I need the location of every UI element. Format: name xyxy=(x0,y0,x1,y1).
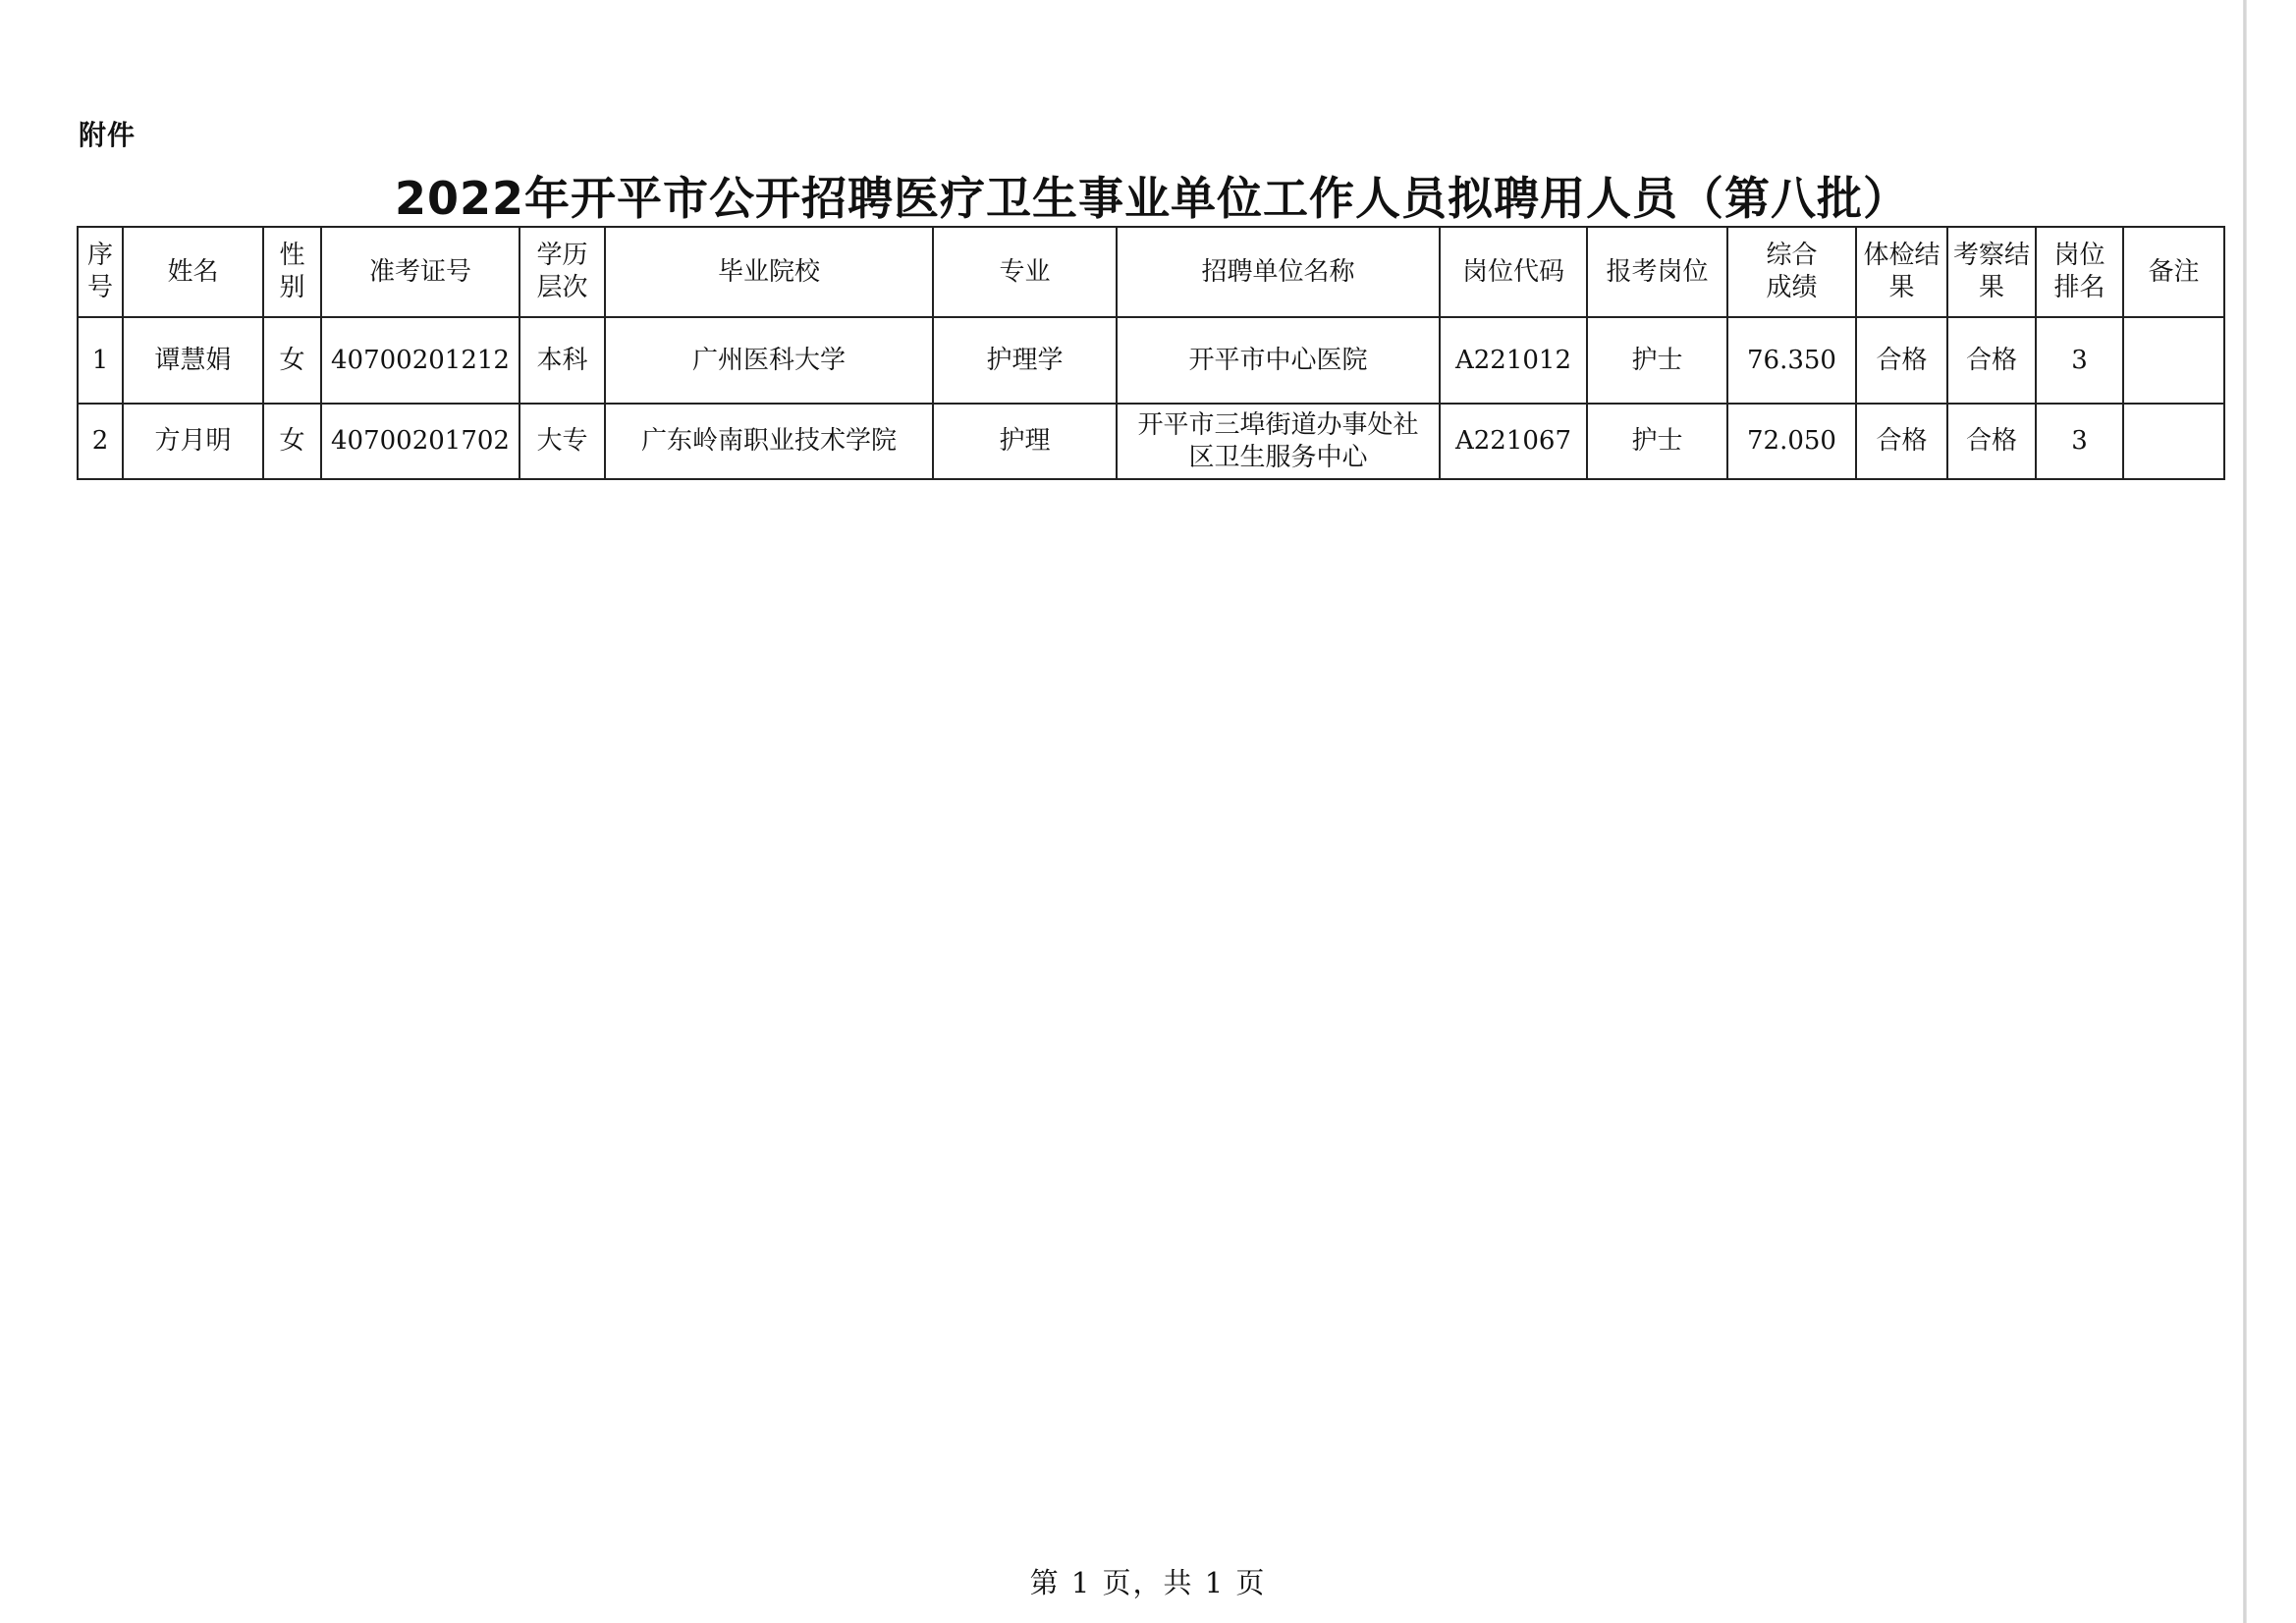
cell-major: 护理 xyxy=(933,404,1117,479)
header-physical-line1: 体检结 xyxy=(1863,241,1941,270)
header-post: 报考岗位 xyxy=(1587,227,1727,317)
header-education-line2: 层次 xyxy=(536,273,588,302)
cell-education: 本科 xyxy=(519,317,605,404)
header-gender-line2: 别 xyxy=(279,273,305,302)
table-row xyxy=(78,317,2224,404)
header-post-code: 岗位代码 xyxy=(1440,227,1587,317)
cell-unit-line1: 开平市三埠街道办事处社 xyxy=(1137,409,1419,440)
cell-rank: 3 xyxy=(2036,317,2123,404)
header-score-line2: 成绩 xyxy=(1766,273,1818,302)
header-physical-line2: 果 xyxy=(1888,273,1915,302)
cell-unit xyxy=(1117,404,1440,479)
cell-physical: 合格 xyxy=(1856,317,1947,404)
header-gender-line1: 性 xyxy=(279,241,305,270)
header-inspection-line1: 考察结 xyxy=(1952,241,2030,270)
cell-physical: 合格 xyxy=(1856,404,1947,479)
cell-unit-line1: 开平市中心医院 xyxy=(1188,345,1368,375)
cell-remark xyxy=(2123,317,2224,404)
header-seq-line2: 号 xyxy=(86,273,113,302)
header-name: 姓名 xyxy=(123,227,263,317)
cell-school: 广州医科大学 xyxy=(605,317,933,404)
header-inspection xyxy=(1947,227,2036,317)
table-header-row xyxy=(78,227,2224,317)
header-score-line1: 综合 xyxy=(1766,241,1818,270)
cell-post-code: A221012 xyxy=(1440,317,1587,404)
header-rank-line2: 排名 xyxy=(2053,273,2105,302)
table-row xyxy=(78,404,2224,479)
header-major: 专业 xyxy=(933,227,1117,317)
hiring-roster-table xyxy=(77,226,2225,480)
cell-remark xyxy=(2123,404,2224,479)
page-number-footer: 第 1 页，共 1 页 xyxy=(1029,1566,1267,1599)
cell-exam-no: 40700201702 xyxy=(321,404,519,479)
header-inspection-line2: 果 xyxy=(1978,273,2004,302)
cell-seq: 2 xyxy=(78,404,123,479)
header-rank-line1: 岗位 xyxy=(2053,241,2105,270)
cell-exam-no: 40700201212 xyxy=(321,317,519,404)
cell-inspection: 合格 xyxy=(1947,317,2036,404)
header-physical xyxy=(1856,227,1947,317)
header-score xyxy=(1727,227,1856,317)
scan-edge-line xyxy=(2243,0,2247,1623)
cell-post-code: A221067 xyxy=(1440,404,1587,479)
header-exam-no: 准考证号 xyxy=(321,227,519,317)
header-rank xyxy=(2036,227,2123,317)
cell-education: 大专 xyxy=(519,404,605,479)
header-remark: 备注 xyxy=(2123,227,2224,317)
header-seq-line1: 序 xyxy=(86,241,113,270)
header-gender xyxy=(263,227,321,317)
header-education-line1: 学历 xyxy=(536,241,588,270)
cell-unit xyxy=(1117,317,1440,404)
cell-name: 方月明 xyxy=(123,404,263,479)
cell-post: 护士 xyxy=(1587,404,1727,479)
cell-gender: 女 xyxy=(263,404,321,479)
cell-gender: 女 xyxy=(263,317,321,404)
cell-inspection: 合格 xyxy=(1947,404,2036,479)
cell-major: 护理学 xyxy=(933,317,1117,404)
attachment-label: 附件 xyxy=(79,119,137,151)
header-unit: 招聘单位名称 xyxy=(1117,227,1440,317)
cell-school: 广东岭南职业技术学院 xyxy=(605,404,933,479)
cell-rank: 3 xyxy=(2036,404,2123,479)
cell-unit-line2: 区卫生服务中心 xyxy=(1188,442,1368,472)
cell-score: 76.350 xyxy=(1727,317,1856,404)
cell-post: 护士 xyxy=(1587,317,1727,404)
cell-seq: 1 xyxy=(78,317,123,404)
header-education xyxy=(519,227,605,317)
header-school: 毕业院校 xyxy=(605,227,933,317)
cell-name: 谭慧娟 xyxy=(123,317,263,404)
document-title: 2022年开平市公开招聘医疗卫生事业单位工作人员拟聘用人员（第八批） xyxy=(394,172,1910,225)
cell-score: 72.050 xyxy=(1727,404,1856,479)
header-seq xyxy=(78,227,123,317)
